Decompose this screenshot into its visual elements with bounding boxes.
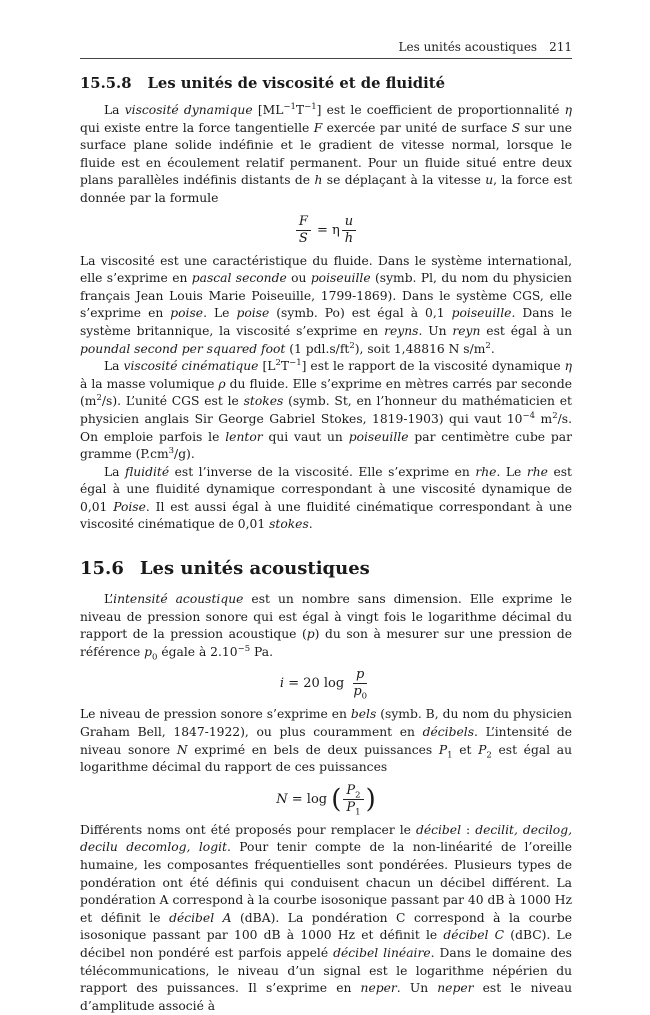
paragraph-dynamic-viscosity: La viscosité dynamique $[ML^{-1}T^{-1}]$ est le coefficient de proportionnalité η qui existe entre la force tangentielle F exercée par unité de surface S sur une surface plane solide indéfinie et le gradient de vitesse normal, lorsque le fluide est en écoulement relatif permanent. Pour un fluide situé entre deux plans parallèles indéfinis distants de h se déplaçant à la vitesse u, la force est donnée par la formule [80, 101, 573, 205]
equation-power-ratio: N = log ( $\frac{P_2}{P_1}$ ) [276, 782, 376, 818]
header-rule [80, 58, 572, 59]
subsection-title: Les unités de viscosité et de fluidité [147, 75, 446, 92]
paragraph-acoustic-intensity: L’intensité acoustique est un nombre sans dimension. Elle exprime le niveau de pression sonore qui est égal à vingt fois le logarithme décimal du rapport de la pression acoustique (p) du son à mesurer sur une pression de référence $p_0$ égale à $2.10^{-5}$ Pa. [80, 592, 572, 663]
subsection-number: 15.5.8 [80, 75, 132, 92]
section-number: 15.6 [80, 558, 124, 580]
running-header [399, 40, 572, 54]
paragraph-bels: Le niveau de pression sonore s’exprime en bels (symb. B, du nom du physicien Graham Bell, 1847-1922), ou plus couramment en décibels. L’intensité de niveau sonore N exprimé en bels de deux puissances $P_1$ et $P_2$ est égal au logarithme décimal du rapport de ces puissances [80, 707, 572, 775]
running-title: Les unités acoustiques [398, 40, 538, 54]
section-title: Les unités acoustiques [139, 558, 370, 580]
section-heading [80, 558, 572, 579]
paragraph-kinematic-viscosity: La viscosité cinématique $[L^2T^{-1}]$ est le rapport de la viscosité dynamique η à la masse volumique ρ du fluide. Elle s’exprime en mètres carrés par seconde $(m^2/s)$. L’unité CGS est le stokes (symb. St, en l’honneur du mathématicien et physicien anglais Sir George Gabriel Stokes, 1819-1903) qui vaut $10^{-4}$ $m^2/s$. On emploie parfois le lentor qui vaut un poiseuille par centimètre cube par gramme $(P.cm^3/g)$. [80, 358, 573, 462]
paragraph-viscosity-units: La viscosité est une caractéristique du fluide. Dans le système international, elle s’exprime en pascal seconde ou poiseuille (symb. Pl, du nom du physicien français Jean Louis Marie Poiseuille, 1799-1869). Dans le système CGS, elle s’exprime en poise. Le poise (symb. Po) est égal à 0,1 poiseuille. Dans le système britannique, la viscosité s’exprime en reyns. Un reyn est égal à un poundal second per squared foot (1 $pdl.s/ft^2$), soit 1,48816 N $s/m^2$. [80, 253, 573, 356]
page-content [80, 75, 572, 1015]
paragraph-decibel: Différents noms ont été proposés pour remplacer le décibel : decilit, decilog, decilu decomlog, logit. Pour tenir compte de la non-linéarité de l’oreille humaine, les composantes fréquentielles sont pondérées. Plusieurs types de pondération ont été définis qui conduisent chacun un décibel différent. La pondération A correspond à la courbe isosonique passant par 40 dB à 1000 Hz et définit le décibel A (dBA). La pondération C correspond à la courbe isosonique passant par 100 dB à 1000 Hz et définit le décibel C (dBC). Le décibel non pondéré est parfois appelé décibel linéaire. Dans le domaine des télécommunications, le niveau d’un signal est le logarithme népérien du rapport des puissances. Il s’exprime en neper. Un neper est le niveau d’amplitude associé à [80, 822, 573, 1013]
page-number: 211 [549, 40, 572, 54]
paragraph-fluidity: La fluidité est l’inverse de la viscosité. Elle s’exprime en rhe. Le rhe est égal à une fluidité dynamique correspondant à une viscosité dynamique de 0,01 Poise. Il est aussi égal à une fluidité cinématique correspondant à une viscosité cinématique de 0,01 stokes. [80, 464, 572, 532]
equation-viscosity: $\frac{F}{S}$ = η $\frac{u}{h}$ [80, 214, 572, 247]
equation-intensity: i = 20 log $\frac{p}{p_0}$ [279, 667, 368, 703]
subsection-heading [80, 75, 572, 92]
